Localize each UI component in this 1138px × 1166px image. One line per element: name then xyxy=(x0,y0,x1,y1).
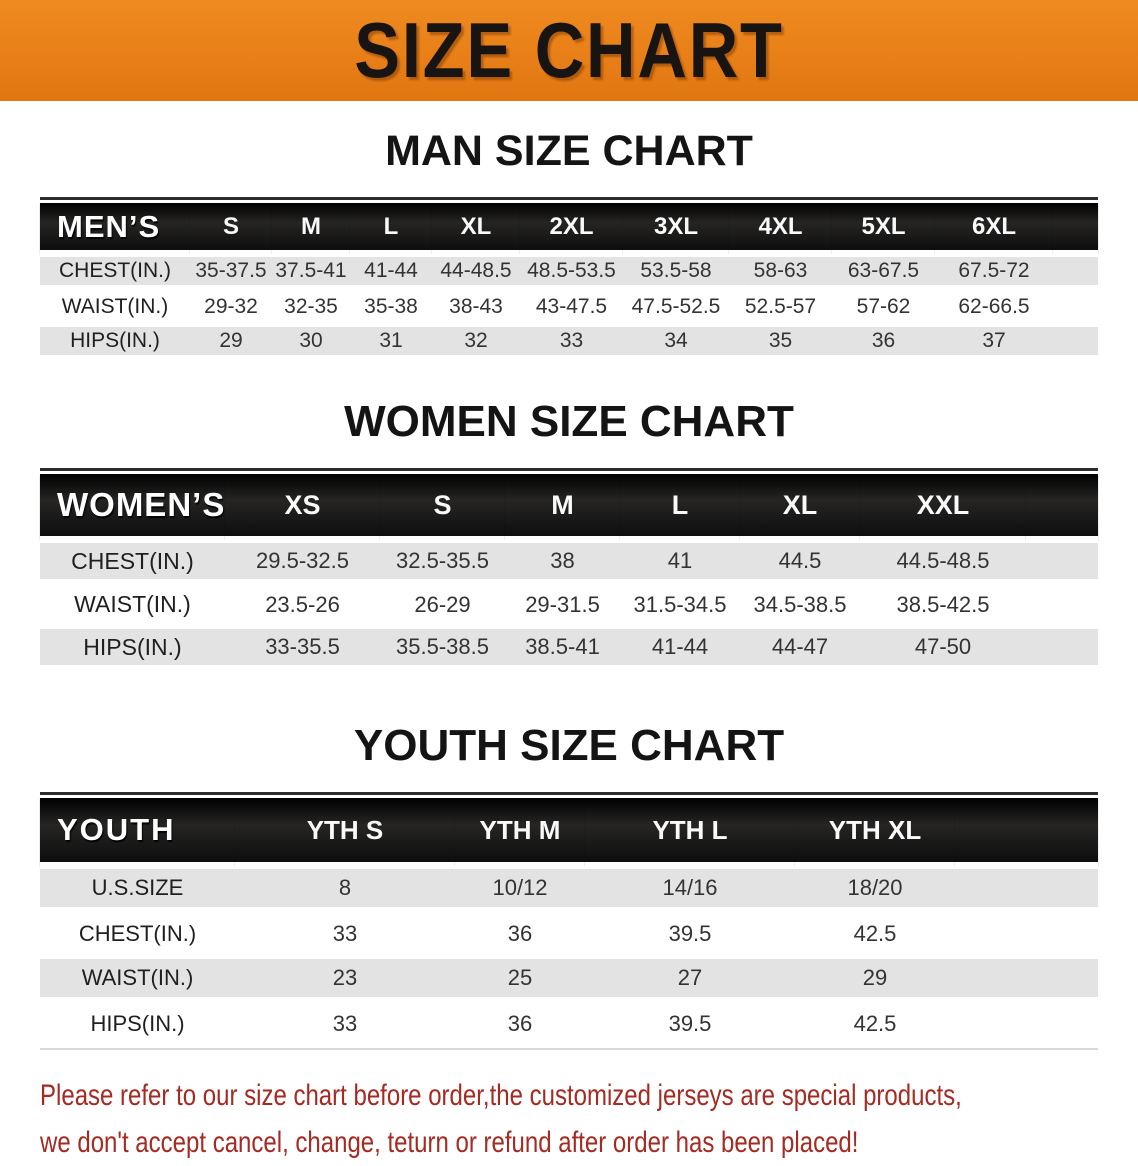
size-value-cell: 34 xyxy=(623,324,729,359)
size-value-cell: 44.5-48.5 xyxy=(860,540,1026,583)
column-header: S xyxy=(190,203,272,254)
youth-section-heading: YOUTH SIZE CHART xyxy=(353,721,785,770)
column-header: 4XL xyxy=(729,203,832,254)
size-value-cell: 36 xyxy=(507,920,533,946)
table-row xyxy=(40,540,1098,583)
size-value-cell: 33 xyxy=(332,1010,358,1036)
size-value-cell: 29-32 xyxy=(204,294,258,318)
row-label: HIPS(IN.) xyxy=(90,1010,185,1036)
column-header: 3XL xyxy=(623,203,729,254)
size-value-cell: 37.5-41 xyxy=(272,254,350,289)
women-corner-label: WOMEN’S xyxy=(40,474,225,540)
column-header: S xyxy=(380,474,505,540)
column-header: XS xyxy=(225,474,380,540)
column-header: YTH L xyxy=(585,798,795,866)
youth-corner-label: YOUTH xyxy=(40,798,235,866)
disclaimer xyxy=(40,1072,1138,1166)
size-value-cell: 32-35 xyxy=(284,294,338,318)
table-top-rule xyxy=(40,792,1098,795)
spacer-cell xyxy=(955,956,1098,1001)
disclaimer-line-1: Please refer to our size chart before order,the customized jerseys are special products, xyxy=(40,1079,962,1112)
size-value-cell: 26-29 xyxy=(414,591,471,617)
table-row xyxy=(40,956,1098,1001)
size-value-cell: 38-43 xyxy=(449,294,503,318)
size-value-cell: 32 xyxy=(432,324,520,359)
size-value-cell: 39.5 xyxy=(668,920,712,946)
size-value-cell: 53.5-58 xyxy=(623,254,729,289)
table-row xyxy=(40,911,1098,956)
table-row xyxy=(40,866,1098,911)
size-value-cell: 44-47 xyxy=(740,626,860,669)
size-value-cell: 38.5-42.5 xyxy=(896,591,990,617)
spacer-cell xyxy=(1026,474,1098,540)
size-value-cell: 8 xyxy=(235,866,455,911)
spacer-cell xyxy=(955,1001,1098,1046)
spacer-cell xyxy=(1026,583,1098,626)
row-label: CHEST(IN.) xyxy=(40,540,225,583)
men-corner-label: MEN’S xyxy=(40,203,190,254)
column-header: L xyxy=(620,474,740,540)
youth-size-table xyxy=(40,792,1098,1050)
spacer-cell xyxy=(1053,289,1098,324)
column-header: YTH M xyxy=(455,798,585,866)
size-value-cell: 27 xyxy=(585,956,795,1001)
size-value-cell: 29.5-32.5 xyxy=(225,540,380,583)
size-value-cell: 25 xyxy=(455,956,585,1001)
table-row xyxy=(40,583,1098,626)
size-value-cell: 52.5-57 xyxy=(744,294,817,318)
size-value-cell: 67.5-72 xyxy=(935,254,1053,289)
size-value-cell: 62-66.5 xyxy=(958,294,1030,318)
column-header: 5XL xyxy=(832,203,935,254)
size-value-cell: 44.5 xyxy=(740,540,860,583)
spacer-cell xyxy=(1026,540,1098,583)
size-value-cell: 41 xyxy=(620,540,740,583)
size-value-cell: 32.5-35.5 xyxy=(380,540,505,583)
table-row xyxy=(40,254,1098,289)
spacer-cell xyxy=(955,911,1098,956)
size-value-cell: 35.5-38.5 xyxy=(380,626,505,669)
size-value-cell: 36 xyxy=(832,324,935,359)
table-row xyxy=(40,626,1098,669)
size-value-cell: 23.5-26 xyxy=(265,591,340,617)
women-size-table xyxy=(40,468,1098,669)
size-value-cell: 10/12 xyxy=(455,866,585,911)
table-row xyxy=(40,324,1098,359)
size-value-cell: 33 xyxy=(520,324,623,359)
size-value-cell: 39.5 xyxy=(668,1010,712,1036)
table-top-rule xyxy=(40,468,1098,471)
table-row xyxy=(40,289,1098,324)
column-header: M xyxy=(505,474,620,540)
column-header: L xyxy=(350,203,432,254)
size-value-cell: 33 xyxy=(332,920,358,946)
banner xyxy=(0,0,1138,101)
size-value-cell: 37 xyxy=(935,324,1053,359)
row-label: HIPS(IN.) xyxy=(40,626,225,669)
size-value-cell: 44-48.5 xyxy=(432,254,520,289)
table-header-row xyxy=(40,798,1098,866)
spacer-cell xyxy=(1053,254,1098,289)
size-value-cell: 42.5 xyxy=(853,1010,897,1036)
column-header: YTH XL xyxy=(795,798,955,866)
size-value-cell: 58-63 xyxy=(729,254,832,289)
spacer-cell xyxy=(1053,203,1098,254)
page-title: SIZE CHART xyxy=(354,6,784,94)
size-value-cell: 14/16 xyxy=(585,866,795,911)
row-label: WAIST(IN.) xyxy=(74,591,191,617)
column-header: XL xyxy=(432,203,520,254)
men-section-heading: MAN SIZE CHART xyxy=(385,127,753,175)
row-label: WAIST(IN.) xyxy=(61,294,169,318)
size-value-cell: 36 xyxy=(507,1010,533,1036)
men-size-table xyxy=(40,197,1098,359)
size-value-cell: 42.5 xyxy=(853,920,897,946)
size-value-cell: 35-38 xyxy=(364,294,418,318)
women-section-heading: WOMEN SIZE CHART xyxy=(344,397,794,446)
column-header: M xyxy=(272,203,350,254)
row-label: CHEST(IN.) xyxy=(78,920,197,946)
row-label: HIPS(IN.) xyxy=(40,324,190,359)
size-value-cell: 38 xyxy=(505,540,620,583)
size-value-cell: 41-44 xyxy=(350,254,432,289)
size-value-cell: 29 xyxy=(795,956,955,1001)
size-value-cell: 63-67.5 xyxy=(832,254,935,289)
size-value-cell: 35 xyxy=(729,324,832,359)
spacer-cell xyxy=(1053,324,1098,359)
column-header: XL xyxy=(740,474,860,540)
size-value-cell: 23 xyxy=(235,956,455,1001)
size-value-cell: 57-62 xyxy=(856,294,911,318)
size-value-cell: 34.5-38.5 xyxy=(753,591,847,617)
table-row xyxy=(40,1001,1098,1046)
column-header: 2XL xyxy=(520,203,623,254)
table-header-row xyxy=(40,474,1098,540)
size-value-cell: 29-31.5 xyxy=(525,591,600,617)
size-value-cell: 18/20 xyxy=(795,866,955,911)
size-value-cell: 48.5-53.5 xyxy=(520,254,623,289)
table-top-rule xyxy=(40,197,1098,200)
size-value-cell: 35-37.5 xyxy=(190,254,272,289)
row-label: U.S.SIZE xyxy=(40,866,235,911)
table-bottom-rule xyxy=(40,1048,1098,1050)
table-header-row xyxy=(40,203,1098,254)
row-label: WAIST(IN.) xyxy=(40,956,235,1001)
spacer-cell xyxy=(955,798,1098,866)
size-value-cell: 29 xyxy=(190,324,272,359)
size-value-cell: 47-50 xyxy=(860,626,1026,669)
spacer-cell xyxy=(955,866,1098,911)
spacer-cell xyxy=(1026,626,1098,669)
column-header: YTH S xyxy=(235,798,455,866)
size-value-cell: 38.5-41 xyxy=(505,626,620,669)
disclaimer-line-2: we don't accept cancel, change, teturn or refund after order has been placed! xyxy=(40,1126,859,1159)
row-label: CHEST(IN.) xyxy=(40,254,190,289)
size-value-cell: 41-44 xyxy=(620,626,740,669)
size-value-cell: 43-47.5 xyxy=(535,294,608,318)
column-header: 6XL xyxy=(935,203,1053,254)
size-value-cell: 31.5-34.5 xyxy=(633,591,727,617)
size-value-cell: 31 xyxy=(350,324,432,359)
size-value-cell: 47.5-52.5 xyxy=(631,294,721,318)
column-header: XXL xyxy=(860,474,1026,540)
size-value-cell: 30 xyxy=(272,324,350,359)
size-value-cell: 33-35.5 xyxy=(225,626,380,669)
